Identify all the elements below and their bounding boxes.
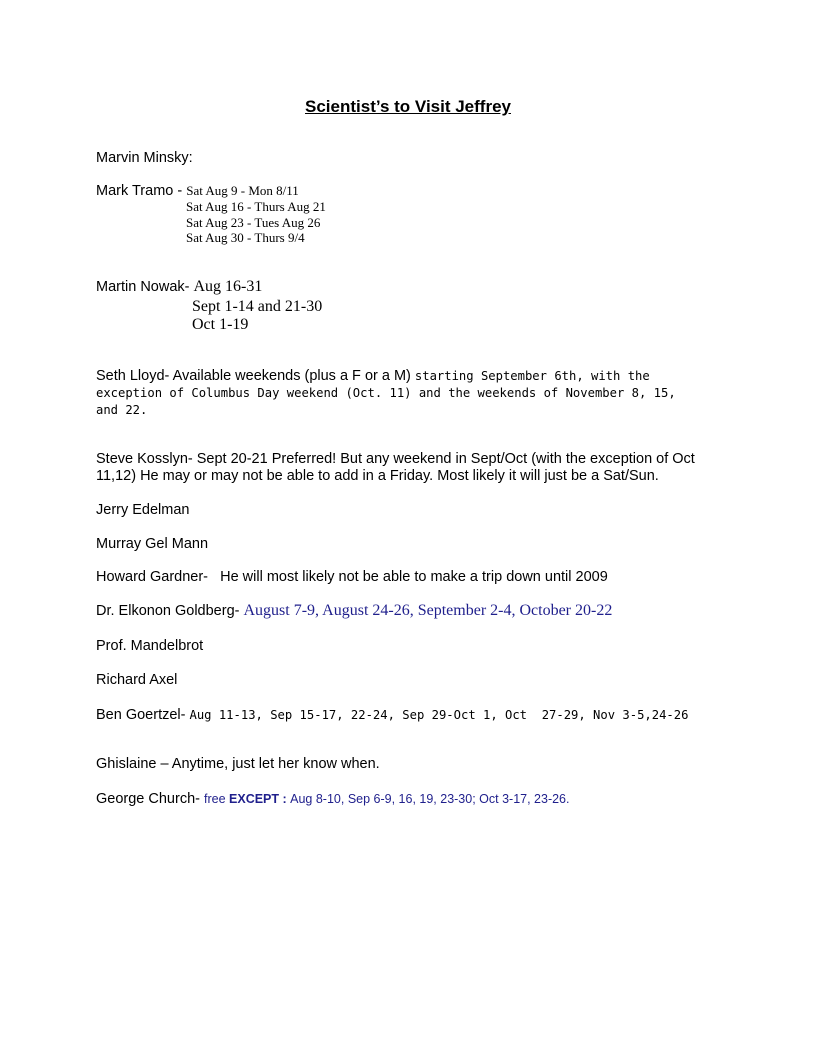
nowak-date-2: Sept 1-14 and 21-30 xyxy=(192,298,323,315)
lloyd-line-3: and 22. xyxy=(96,403,148,417)
goertzel-dates: Aug 11-13, Sep 15-17, 22-24, Sep 29-Oct 1, Oct 27-29, Nov 3-5,24-26 xyxy=(189,708,689,722)
nowak-date-3: Oct 1-19 xyxy=(192,316,249,333)
goldberg-dates: August 7-9, August 24-26, September 2-4, October 20-22 xyxy=(243,602,613,619)
lloyd-line-1: starting September 6th, with the xyxy=(414,369,650,383)
kosslyn-line-2: 11,12) He may or may not be able to add in a Friday. Most likely it will just be a Sat/Sun. xyxy=(96,468,659,484)
entry-marvin-minsky: Marvin Minsky: xyxy=(96,150,193,166)
gardner-name: Howard Gardner- xyxy=(96,569,209,585)
tramo-date-2: Sat Aug 16 - Thurs Aug 21 xyxy=(186,199,326,214)
kosslyn-line-1: Steve Kosslyn- Sept 20-21 Preferred! But any weekend in Sept/Oct (with the exception of Oct xyxy=(96,451,695,467)
entry-seth-lloyd xyxy=(96,367,716,419)
entry-murray-gel-mann: Murray Gel Mann xyxy=(96,536,209,552)
gardner-note: He will most likely not be able to make a trip down until 2009 xyxy=(220,569,608,585)
entry-richard-axel: Richard Axel xyxy=(96,672,178,688)
tramo-date-3: Sat Aug 23 - Tues Aug 26 xyxy=(186,215,321,230)
entry-steve-kosslyn xyxy=(96,451,716,485)
church-except: EXCEPT : xyxy=(229,792,291,806)
entry-howard-gardner xyxy=(96,569,716,585)
nowak-name: Martin Nowak- xyxy=(96,279,194,295)
lloyd-name: Seth Lloyd- Available weekends (plus a F or a M) xyxy=(96,368,415,384)
church-free: free xyxy=(204,792,230,806)
entry-george-church xyxy=(96,790,716,808)
church-name: George Church- xyxy=(96,791,204,807)
goldberg-name: Dr. Elkonon Goldberg- xyxy=(96,603,244,619)
entry-prof-mandelbrot: Prof. Mandelbrot xyxy=(96,638,204,654)
tramo-date-1: Sat Aug 9 - Mon 8/11 xyxy=(186,183,299,198)
entry-elkonon-goldberg xyxy=(96,602,716,620)
entry-ben-goertzel xyxy=(96,706,716,724)
tramo-name: Mark Tramo - xyxy=(96,183,187,199)
goertzel-name: Ben Goertzel- xyxy=(96,707,190,723)
nowak-date-1: Aug 16-31 xyxy=(193,278,263,295)
tramo-date-4: Sat Aug 30 - Thurs 9/4 xyxy=(186,230,305,245)
entry-jerry-edelman: Jerry Edelman xyxy=(96,502,190,518)
church-dates: Aug 8-10, Sep 6-9, 16, 19, 23-30; Oct 3-17, 23-26. xyxy=(290,792,570,806)
lloyd-line-2: exception of Columbus Day weekend (Oct. 11) and the weekends of November 8, 15, xyxy=(96,386,676,400)
page-title: Scientist’s to Visit Jeffrey xyxy=(305,97,511,116)
entry-ghislaine: Ghislaine – Anytime, just let her know when. xyxy=(96,756,380,772)
